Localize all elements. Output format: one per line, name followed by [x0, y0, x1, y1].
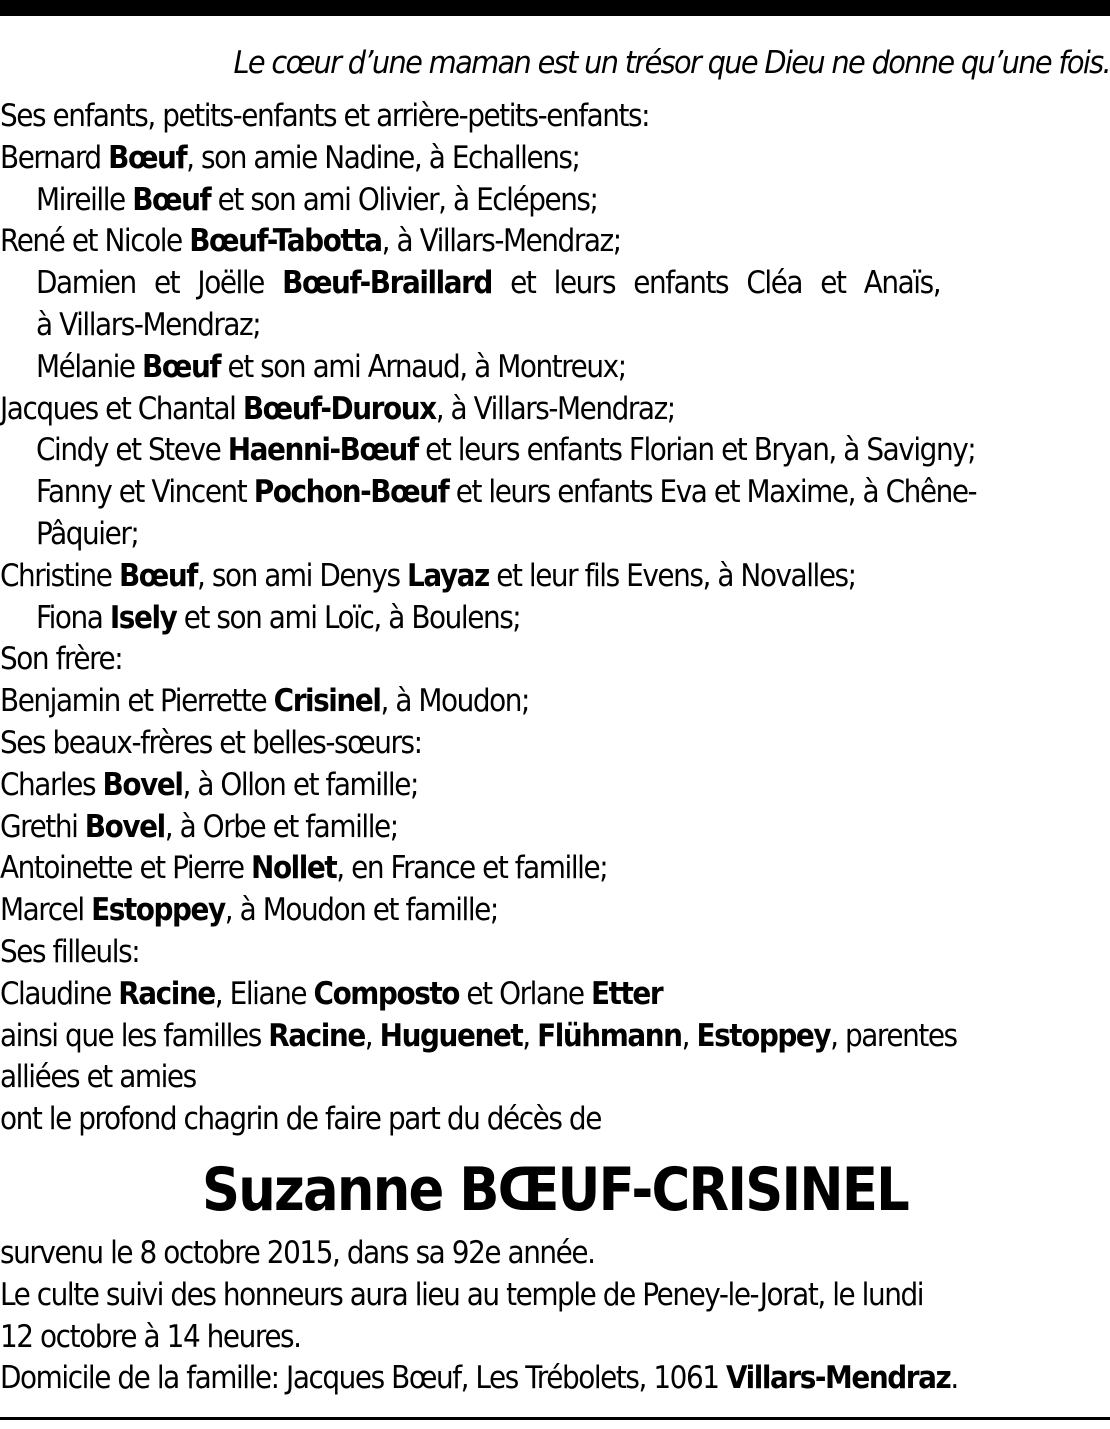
family-line: [0, 807, 999, 849]
text-run: Benjamin et Pierrette: [0, 683, 274, 720]
in-laws-heading: [0, 723, 999, 765]
surname: Bœuf: [108, 139, 187, 176]
text-run: Fanny et Vincent: [36, 474, 254, 511]
text-run: Mélanie: [36, 348, 143, 385]
text-run: et son ami Arnaud, à Montreux;: [220, 348, 626, 385]
service-details: [0, 1233, 1110, 1400]
family-line: [0, 556, 999, 598]
epigraph-quote: Le cœur d’une maman est un trésor que Dieu ne donne qu’une fois.: [233, 45, 1110, 81]
text-run: et son ami Loïc, à Boulens;: [176, 599, 521, 636]
text-run: , en France et famille;: [336, 850, 608, 887]
family-line: [0, 1057, 999, 1099]
surname: Estoppey: [696, 1017, 831, 1054]
text-run: René et Nicole: [0, 223, 190, 260]
text-run: , Eliane: [214, 975, 314, 1012]
text-run: et leurs enfants Cléa et Anaïs,: [491, 265, 941, 302]
announcement-line: [0, 1099, 999, 1141]
text-run: Pâquier;: [36, 515, 139, 552]
service-line: [0, 1275, 999, 1317]
children-heading: [0, 96, 999, 138]
text-run: , à Orbe et famille;: [164, 808, 398, 845]
family-line: [0, 180, 999, 222]
locality: Villars-Mendraz: [726, 1360, 951, 1397]
family-line: [0, 389, 999, 431]
text-run: Charles: [0, 766, 103, 803]
surname: Bœuf: [142, 348, 221, 385]
text-run: et leurs enfants Eva et Maxime, à Chêne-: [448, 474, 977, 511]
family-line: [0, 138, 999, 180]
surname: Haenni-Bœuf: [227, 432, 418, 469]
surname: Racine: [118, 975, 215, 1012]
text-run: Claudine: [0, 975, 119, 1012]
text-run: 12 octobre à 14 heures.: [0, 1318, 301, 1355]
text-run: , à Moudon et famille;: [224, 892, 498, 929]
text-run: Le culte suivi des honneurs aura lieu au temple de Peney-le-Jorat, le lundi: [0, 1276, 924, 1313]
family-list: [0, 96, 1110, 1141]
family-line: [0, 1016, 999, 1058]
text-run: Ses beaux-frères et belles-sœurs:: [0, 724, 422, 761]
family-line: [0, 305, 999, 347]
family-line: [0, 765, 999, 807]
surname: Isely: [109, 599, 177, 636]
brother-heading: [0, 639, 999, 681]
text-run: et leur fils Evens, à Novalles;: [488, 557, 856, 594]
text-run: ainsi que les familles: [0, 1017, 269, 1054]
deceased-name: Suzanne BŒUF-CRISINEL: [201, 1155, 909, 1225]
family-line: [0, 848, 999, 890]
text-run: , son amie Nadine, à Echallens;: [186, 139, 580, 176]
family-line: [0, 430, 999, 472]
text-run: , à Villars-Mendraz;: [381, 223, 621, 260]
surname: Bovel: [102, 766, 183, 803]
surname: Pochon-Bœuf: [253, 474, 449, 511]
surname: Nollet: [251, 850, 337, 887]
surname: Bœuf-Tabotta: [189, 223, 382, 260]
text-run: Cindy et Steve: [36, 432, 228, 469]
text-run: Son frère:: [0, 641, 123, 678]
text-run: Bernard: [0, 139, 109, 176]
surname: Crisinel: [273, 683, 381, 720]
family-line: [0, 263, 999, 305]
text-run: à Villars-Mendraz;: [36, 306, 261, 343]
text-run: ,: [522, 1017, 538, 1054]
text-run: Christine: [0, 557, 119, 594]
godchildren-heading: [0, 932, 999, 974]
surname: Estoppey: [91, 892, 225, 929]
text-run: Fiona: [36, 599, 110, 636]
text-run: et leurs enfants Florian et Bryan, à Savigny;: [417, 432, 976, 469]
death-date-line: [0, 1233, 999, 1275]
text-run: Domicile de la famille: Jacques Bœuf, Les Trébolets, 1061: [0, 1360, 727, 1397]
text-run: , parentes: [830, 1017, 957, 1054]
surname: Composto: [313, 975, 459, 1012]
service-time-line: [0, 1317, 999, 1359]
text-run: et Orlane: [458, 975, 591, 1012]
family-address-line: [0, 1358, 999, 1400]
family-line: [0, 514, 999, 556]
text-run: , son ami Denys: [196, 557, 407, 594]
text-run: , à Moudon;: [380, 683, 530, 720]
text-run: survenu le 8 octobre 2015, dans sa 92e année.: [0, 1235, 595, 1271]
text-run: ,: [681, 1017, 697, 1054]
family-line: [0, 890, 999, 932]
text-run: Jacques et Chantal: [0, 390, 243, 427]
text-run: , à Villars-Mendraz;: [435, 390, 675, 427]
text-run: Ses enfants, petits-enfants et arrière-petits-enfants:: [0, 98, 650, 134]
family-line: [0, 681, 999, 723]
text-run: Damien et Joëlle: [36, 265, 283, 302]
text-run: Antoinette et Pierre: [0, 850, 252, 887]
bottom-rule: [0, 1417, 1110, 1420]
surname: Bœuf: [132, 181, 211, 218]
family-line: [0, 598, 999, 640]
surname: Bœuf-Braillard: [282, 265, 492, 302]
surname: Bovel: [84, 808, 165, 845]
text-run: Grethi: [0, 808, 85, 845]
family-line: [0, 221, 999, 263]
text-run: ont le profond chagrin de faire part du décès de: [0, 1101, 601, 1138]
text-run: et son ami Olivier, à Eclépens;: [210, 181, 598, 218]
text-run: .: [950, 1360, 958, 1397]
text-run: ,: [364, 1017, 380, 1054]
text-run: Ses filleuls:: [0, 933, 140, 970]
text-run: Marcel: [0, 892, 92, 929]
family-line: [0, 974, 999, 1016]
text-run: Mireille: [36, 181, 133, 218]
surname: Flühmann: [537, 1017, 682, 1054]
family-line: [0, 472, 999, 514]
family-line: [0, 347, 999, 389]
surname: Etter: [590, 975, 663, 1012]
surname: Bœuf: [118, 557, 197, 594]
surname: Huguenet: [379, 1017, 523, 1054]
surname: Layaz: [406, 557, 489, 594]
text-run: , à Ollon et famille;: [182, 766, 418, 803]
top-rule: [0, 0, 1110, 16]
text-run: alliées et amies: [0, 1059, 196, 1096]
surname: Racine: [268, 1017, 365, 1054]
surname: Bœuf-Duroux: [242, 390, 436, 427]
